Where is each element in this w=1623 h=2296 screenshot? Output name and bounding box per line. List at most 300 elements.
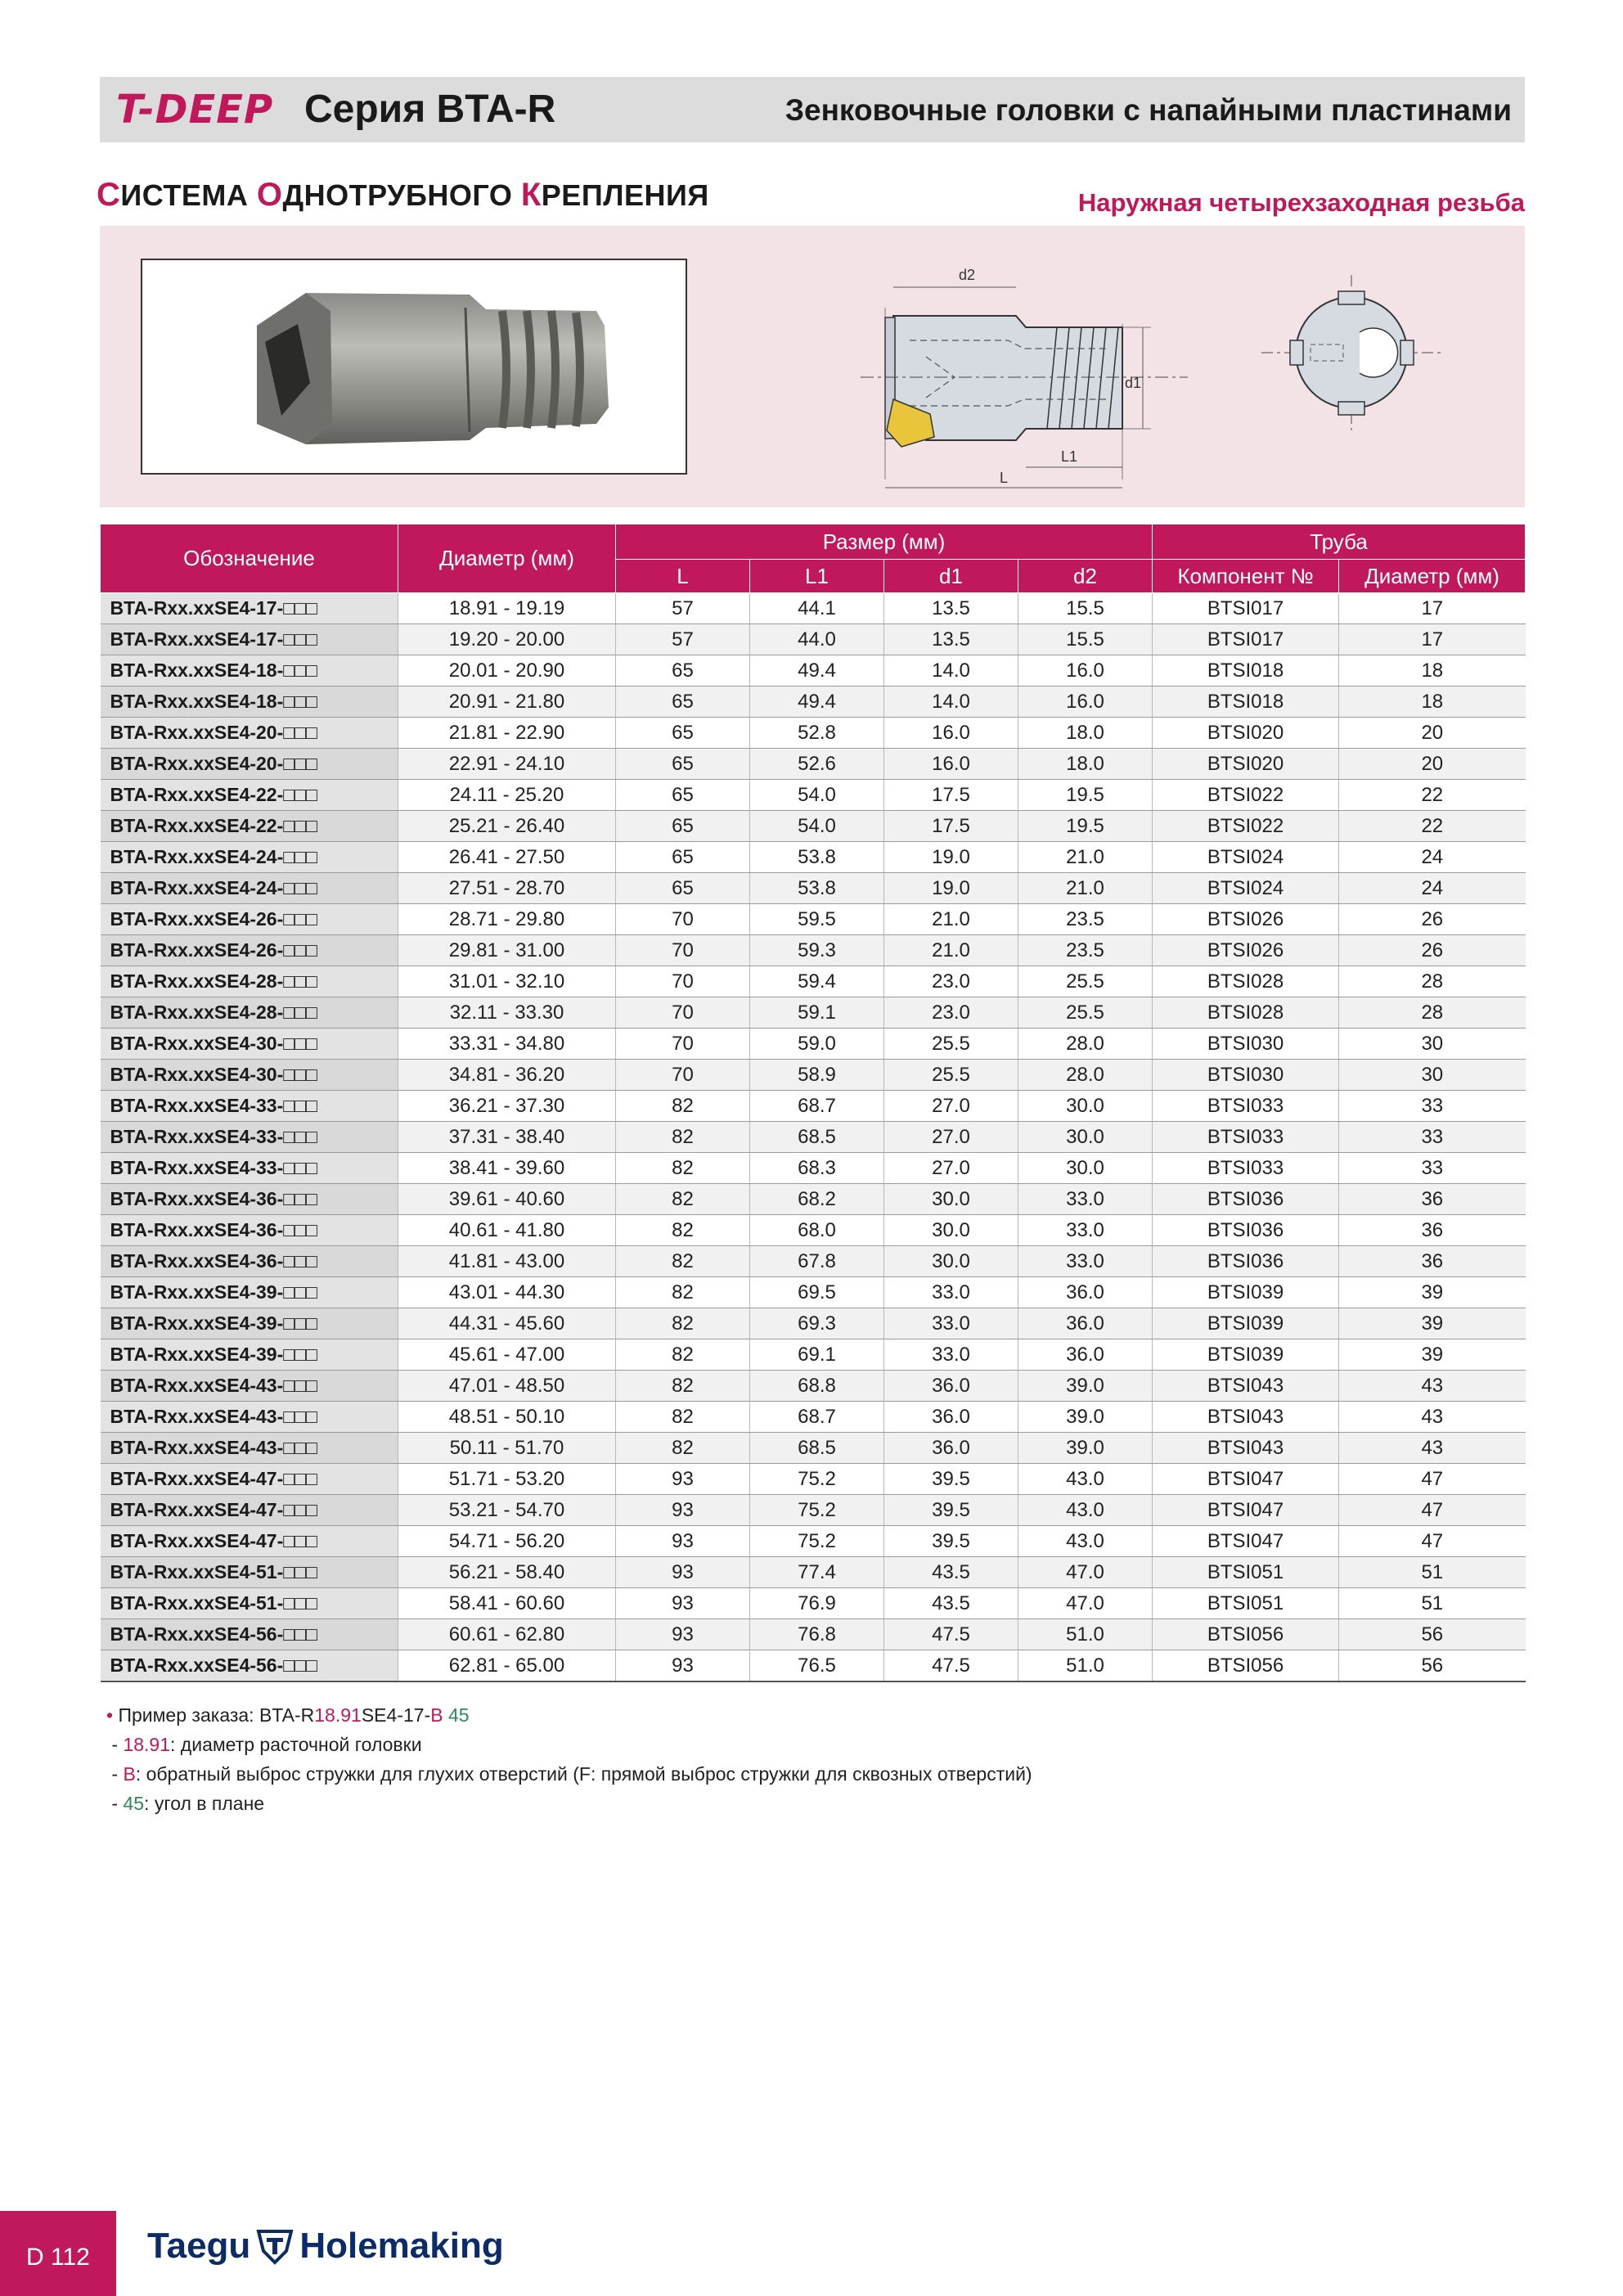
cell-L1: 44.0 — [750, 624, 884, 655]
cell-comp: BTSI056 — [1153, 1650, 1339, 1682]
cell-code: BTA-Rxx.xxSE4-22-□□□ — [101, 780, 398, 811]
cell-tube: 18 — [1339, 655, 1526, 687]
cell-diam: 28.71 - 29.80 — [398, 904, 616, 935]
cell-L1: 77.4 — [750, 1557, 884, 1588]
cell-code: BTA-Rxx.xxSE4-26-□□□ — [101, 904, 398, 935]
cell-L: 65 — [616, 842, 750, 873]
cell-L1: 67.8 — [750, 1246, 884, 1277]
cell-L1: 54.0 — [750, 780, 884, 811]
label-d1: d1 — [1125, 375, 1142, 391]
cell-d1: 23.0 — [884, 966, 1018, 997]
cell-L1: 53.8 — [750, 873, 884, 904]
cell-diam: 21.81 - 22.90 — [398, 718, 616, 749]
cell-d2: 16.0 — [1018, 655, 1153, 687]
cell-comp: BTSI047 — [1153, 1464, 1339, 1495]
cell-L: 65 — [616, 780, 750, 811]
side-view-drawing — [812, 242, 1237, 496]
cell-L1: 54.0 — [750, 811, 884, 842]
cell-comp: BTSI056 — [1153, 1619, 1339, 1650]
cell-diam: 45.61 - 47.00 — [398, 1339, 616, 1371]
cell-L: 70 — [616, 1029, 750, 1060]
cell-d2: 25.5 — [1018, 966, 1153, 997]
cell-code: BTA-Rxx.xxSE4-24-□□□ — [101, 873, 398, 904]
cell-L1: 75.2 — [750, 1495, 884, 1526]
cell-comp: BTSI047 — [1153, 1495, 1339, 1526]
page-header — [100, 77, 1525, 142]
cell-L1: 68.5 — [750, 1433, 884, 1464]
cell-d1: 16.0 — [884, 718, 1018, 749]
cell-diam: 56.21 - 58.40 — [398, 1557, 616, 1588]
cell-L1: 44.1 — [750, 593, 884, 624]
company-logo — [147, 2226, 504, 2267]
cell-d1: 14.0 — [884, 655, 1018, 687]
cell-code: BTA-Rxx.xxSE4-47-□□□ — [101, 1464, 398, 1495]
cell-d1: 33.0 — [884, 1339, 1018, 1371]
cell-L1: 49.4 — [750, 655, 884, 687]
cell-tube: 26 — [1339, 935, 1526, 966]
cell-code: BTA-Rxx.xxSE4-43-□□□ — [101, 1433, 398, 1464]
cell-L1: 52.6 — [750, 749, 884, 780]
cell-diam: 19.20 - 20.00 — [398, 624, 616, 655]
cell-code: BTA-Rxx.xxSE4-26-□□□ — [101, 935, 398, 966]
note-line — [106, 1730, 1032, 1759]
cell-d1: 27.0 — [884, 1122, 1018, 1153]
table-row — [101, 1122, 1526, 1153]
cell-d2: 39.0 — [1018, 1433, 1153, 1464]
cell-L1: 69.1 — [750, 1339, 884, 1371]
figure-panel — [100, 226, 1525, 507]
table-row — [101, 1402, 1526, 1433]
cell-L1: 69.3 — [750, 1308, 884, 1339]
cell-comp: BTSI018 — [1153, 687, 1339, 718]
order-example — [106, 1700, 1032, 1730]
cell-code: BTA-Rxx.xxSE4-47-□□□ — [101, 1526, 398, 1557]
cell-L1: 59.5 — [750, 904, 884, 935]
cell-comp: BTSI039 — [1153, 1339, 1339, 1371]
cell-d2: 33.0 — [1018, 1184, 1153, 1215]
cell-tube: 24 — [1339, 873, 1526, 904]
cell-d1: 39.5 — [884, 1464, 1018, 1495]
cell-code: BTA-Rxx.xxSE4-18-□□□ — [101, 655, 398, 687]
cell-tube: 39 — [1339, 1339, 1526, 1371]
table-row — [101, 687, 1526, 718]
cell-code: BTA-Rxx.xxSE4-22-□□□ — [101, 811, 398, 842]
cell-tube: 36 — [1339, 1184, 1526, 1215]
cell-comp: BTSI047 — [1153, 1526, 1339, 1557]
label-d2: d2 — [959, 267, 976, 283]
cell-code: BTA-Rxx.xxSE4-28-□□□ — [101, 997, 398, 1029]
cell-tube: 36 — [1339, 1215, 1526, 1246]
cell-code: BTA-Rxx.xxSE4-33-□□□ — [101, 1153, 398, 1184]
cell-d1: 27.0 — [884, 1153, 1018, 1184]
note-text: : угол в плане — [144, 1793, 265, 1814]
cell-d2: 33.0 — [1018, 1215, 1153, 1246]
table-row — [101, 1029, 1526, 1060]
cell-L1: 75.2 — [750, 1464, 884, 1495]
cell-L: 65 — [616, 687, 750, 718]
cell-d2: 21.0 — [1018, 873, 1153, 904]
cell-L: 82 — [616, 1433, 750, 1464]
cell-tube: 20 — [1339, 749, 1526, 780]
cell-L: 65 — [616, 749, 750, 780]
cell-diam: 34.81 - 36.20 — [398, 1060, 616, 1091]
cell-L: 82 — [616, 1091, 750, 1122]
cell-comp: BTSI043 — [1153, 1402, 1339, 1433]
cell-code: BTA-Rxx.xxSE4-39-□□□ — [101, 1277, 398, 1308]
section-title-part: ДНОТРУБНОГО — [282, 178, 521, 212]
cell-d1: 33.0 — [884, 1308, 1018, 1339]
section-title-cap: К — [520, 177, 542, 213]
cell-d2: 36.0 — [1018, 1308, 1153, 1339]
cell-d2: 23.5 — [1018, 904, 1153, 935]
cell-diam: 48.51 - 50.10 — [398, 1402, 616, 1433]
cell-diam: 53.21 - 54.70 — [398, 1495, 616, 1526]
col-tube-diameter: Диаметр (мм) — [1339, 560, 1526, 593]
cell-code: BTA-Rxx.xxSE4-20-□□□ — [101, 749, 398, 780]
cell-diam: 27.51 - 28.70 — [398, 873, 616, 904]
cell-tube: 33 — [1339, 1122, 1526, 1153]
cell-L: 82 — [616, 1215, 750, 1246]
cell-comp: BTSI026 — [1153, 904, 1339, 935]
table-row — [101, 1215, 1526, 1246]
cell-tube: 39 — [1339, 1308, 1526, 1339]
cell-tube: 36 — [1339, 1246, 1526, 1277]
cell-code: BTA-Rxx.xxSE4-17-□□□ — [101, 624, 398, 655]
note-dash: - — [111, 1734, 124, 1755]
cell-code: BTA-Rxx.xxSE4-51-□□□ — [101, 1588, 398, 1619]
cell-d1: 30.0 — [884, 1246, 1018, 1277]
cell-d1: 13.5 — [884, 593, 1018, 624]
cell-L1: 59.3 — [750, 935, 884, 966]
cell-L: 57 — [616, 593, 750, 624]
cell-diam: 31.01 - 32.10 — [398, 966, 616, 997]
section-subtitle: Наружная четырехзаходная резьба — [1077, 188, 1525, 217]
table-row — [101, 780, 1526, 811]
cell-d2: 25.5 — [1018, 997, 1153, 1029]
cell-d1: 14.0 — [884, 687, 1018, 718]
cell-L1: 68.7 — [750, 1091, 884, 1122]
cell-L1: 68.8 — [750, 1371, 884, 1402]
section-title-part: РЕПЛЕНИЯ — [541, 178, 709, 212]
cell-d2: 28.0 — [1018, 1029, 1153, 1060]
cell-L: 82 — [616, 1277, 750, 1308]
cell-diam: 32.11 - 33.30 — [398, 997, 616, 1029]
cell-code: BTA-Rxx.xxSE4-36-□□□ — [101, 1246, 398, 1277]
example-mid: SE4-17- — [361, 1704, 431, 1726]
cell-L: 70 — [616, 935, 750, 966]
cell-d1: 39.5 — [884, 1526, 1018, 1557]
cell-comp: BTSI036 — [1153, 1184, 1339, 1215]
cell-code: BTA-Rxx.xxSE4-28-□□□ — [101, 966, 398, 997]
cell-comp: BTSI028 — [1153, 966, 1339, 997]
cell-code: BTA-Rxx.xxSE4-24-□□□ — [101, 842, 398, 873]
cell-L: 93 — [616, 1464, 750, 1495]
note-dash: - — [111, 1763, 124, 1785]
table-row — [101, 1526, 1526, 1557]
table-row — [101, 1495, 1526, 1526]
cell-tube: 33 — [1339, 1153, 1526, 1184]
example-chip: B — [430, 1704, 443, 1726]
cell-d1: 47.5 — [884, 1619, 1018, 1650]
cell-tube: 30 — [1339, 1060, 1526, 1091]
cell-code: BTA-Rxx.xxSE4-56-□□□ — [101, 1650, 398, 1682]
cell-d1: 13.5 — [884, 624, 1018, 655]
cell-L1: 76.9 — [750, 1588, 884, 1619]
cell-comp: BTSI036 — [1153, 1246, 1339, 1277]
table-row — [101, 718, 1526, 749]
cell-tube: 18 — [1339, 687, 1526, 718]
cell-d1: 16.0 — [884, 749, 1018, 780]
cell-comp: BTSI020 — [1153, 749, 1339, 780]
cell-L1: 68.5 — [750, 1122, 884, 1153]
page-title: Зенковочные головки с напайными пластинами — [785, 93, 1512, 127]
cell-L1: 68.2 — [750, 1184, 884, 1215]
cell-diam: 60.61 - 62.80 — [398, 1619, 616, 1650]
cell-d1: 23.0 — [884, 997, 1018, 1029]
cell-d2: 19.5 — [1018, 780, 1153, 811]
cell-code: BTA-Rxx.xxSE4-18-□□□ — [101, 687, 398, 718]
cell-comp: BTSI033 — [1153, 1153, 1339, 1184]
cell-d1: 21.0 — [884, 904, 1018, 935]
cell-d2: 15.5 — [1018, 593, 1153, 624]
col-L: L — [616, 560, 750, 593]
section-title-cap: С — [97, 177, 121, 213]
cell-L1: 59.1 — [750, 997, 884, 1029]
cell-d2: 51.0 — [1018, 1619, 1153, 1650]
cell-d2: 39.0 — [1018, 1402, 1153, 1433]
cell-d1: 47.5 — [884, 1650, 1018, 1682]
cell-L: 65 — [616, 811, 750, 842]
table-row — [101, 1153, 1526, 1184]
example-angle: 45 — [447, 1704, 470, 1726]
col-d1: d1 — [884, 560, 1018, 593]
table-row — [101, 1433, 1526, 1464]
cell-L: 82 — [616, 1153, 750, 1184]
table-row — [101, 1650, 1526, 1682]
cell-d1: 17.5 — [884, 811, 1018, 842]
cell-diam: 38.41 - 39.60 — [398, 1153, 616, 1184]
cell-d2: 21.0 — [1018, 842, 1153, 873]
cell-diam: 24.11 - 25.20 — [398, 780, 616, 811]
cell-diam: 43.01 - 44.30 — [398, 1277, 616, 1308]
table-row — [101, 1246, 1526, 1277]
table-row — [101, 1308, 1526, 1339]
cell-diam: 41.81 - 43.00 — [398, 1246, 616, 1277]
cell-L1: 59.4 — [750, 966, 884, 997]
cell-L: 70 — [616, 1060, 750, 1091]
cell-code: BTA-Rxx.xxSE4-36-□□□ — [101, 1184, 398, 1215]
cell-diam: 39.61 - 40.60 — [398, 1184, 616, 1215]
brand-logo — [116, 87, 273, 133]
cell-L: 93 — [616, 1588, 750, 1619]
cell-d1: 19.0 — [884, 873, 1018, 904]
order-notes — [106, 1700, 1032, 1818]
cell-d2: 43.0 — [1018, 1495, 1153, 1526]
cell-code: BTA-Rxx.xxSE4-36-□□□ — [101, 1215, 398, 1246]
page-number: D 112 — [26, 2244, 90, 2271]
cell-diam: 44.31 - 45.60 — [398, 1308, 616, 1339]
col-group-tube: Труба — [1153, 524, 1526, 560]
table-row — [101, 1184, 1526, 1215]
cell-tube: 51 — [1339, 1588, 1526, 1619]
cell-comp: BTSI028 — [1153, 997, 1339, 1029]
cell-diam: 20.91 - 21.80 — [398, 687, 616, 718]
cell-tube: 28 — [1339, 966, 1526, 997]
cell-d1: 17.5 — [884, 780, 1018, 811]
col-group-size: Размер (мм) — [616, 524, 1153, 560]
cell-tube: 43 — [1339, 1402, 1526, 1433]
cell-d1: 36.0 — [884, 1433, 1018, 1464]
cell-L1: 76.8 — [750, 1619, 884, 1650]
table-row — [101, 1619, 1526, 1650]
cell-d1: 43.5 — [884, 1588, 1018, 1619]
cell-d1: 19.0 — [884, 842, 1018, 873]
cell-L1: 68.0 — [750, 1215, 884, 1246]
brand-logo-text: T-DEEP — [116, 87, 274, 133]
cell-diam: 54.71 - 56.20 — [398, 1526, 616, 1557]
col-component: Компонент № — [1153, 560, 1339, 593]
note-line — [106, 1759, 1032, 1789]
cell-code: BTA-Rxx.xxSE4-30-□□□ — [101, 1060, 398, 1091]
cell-d2: 18.0 — [1018, 749, 1153, 780]
product-photo — [141, 259, 687, 475]
cell-comp: BTSI018 — [1153, 655, 1339, 687]
label-L1: L1 — [1061, 448, 1078, 465]
cell-tube: 30 — [1339, 1029, 1526, 1060]
cell-comp: BTSI022 — [1153, 780, 1339, 811]
cell-diam: 26.41 - 27.50 — [398, 842, 616, 873]
cell-diam: 18.91 - 19.19 — [398, 593, 616, 624]
cell-tube: 39 — [1339, 1277, 1526, 1308]
table-row — [101, 1464, 1526, 1495]
cell-L: 82 — [616, 1371, 750, 1402]
cell-d1: 27.0 — [884, 1091, 1018, 1122]
cell-d2: 18.0 — [1018, 718, 1153, 749]
cell-tube: 22 — [1339, 780, 1526, 811]
col-designation: Обозначение — [101, 524, 398, 593]
table-row — [101, 873, 1526, 904]
cell-diam: 33.31 - 34.80 — [398, 1029, 616, 1060]
note-value: B — [123, 1763, 136, 1785]
cell-L: 82 — [616, 1246, 750, 1277]
cell-code: BTA-Rxx.xxSE4-47-□□□ — [101, 1495, 398, 1526]
cell-L: 82 — [616, 1339, 750, 1371]
cell-d2: 33.0 — [1018, 1246, 1153, 1277]
cell-L1: 76.5 — [750, 1650, 884, 1682]
cell-comp: BTSI036 — [1153, 1215, 1339, 1246]
cell-comp: BTSI022 — [1153, 811, 1339, 842]
cell-L: 82 — [616, 1184, 750, 1215]
cell-L1: 53.8 — [750, 842, 884, 873]
cell-comp: BTSI017 — [1153, 624, 1339, 655]
cell-code: BTA-Rxx.xxSE4-39-□□□ — [101, 1308, 398, 1339]
cell-comp: BTSI051 — [1153, 1588, 1339, 1619]
note-text: : обратный выброс стружки для глухих отверстий (F: прямой выброс стружки для сквозных отверстий) — [135, 1763, 1032, 1785]
cell-tube: 20 — [1339, 718, 1526, 749]
cell-L: 93 — [616, 1526, 750, 1557]
table-row — [101, 655, 1526, 687]
cell-tube: 22 — [1339, 811, 1526, 842]
cell-L: 65 — [616, 718, 750, 749]
cell-d2: 36.0 — [1018, 1339, 1153, 1371]
cell-diam: 29.81 - 31.00 — [398, 935, 616, 966]
cell-L1: 68.7 — [750, 1402, 884, 1433]
cell-comp: BTSI039 — [1153, 1277, 1339, 1308]
table-row — [101, 966, 1526, 997]
end-view-drawing — [1253, 267, 1450, 439]
cell-d1: 25.5 — [884, 1060, 1018, 1091]
cell-diam: 22.91 - 24.10 — [398, 749, 616, 780]
table-row — [101, 1557, 1526, 1588]
table-row — [101, 1277, 1526, 1308]
cell-comp: BTSI033 — [1153, 1122, 1339, 1153]
cell-diam: 37.31 - 38.40 — [398, 1122, 616, 1153]
cell-d1: 21.0 — [884, 935, 1018, 966]
cell-L: 93 — [616, 1557, 750, 1588]
cell-tube: 56 — [1339, 1619, 1526, 1650]
cell-diam: 40.61 - 41.80 — [398, 1215, 616, 1246]
cell-comp: BTSI039 — [1153, 1308, 1339, 1339]
cell-diam: 51.71 - 53.20 — [398, 1464, 616, 1495]
cell-d2: 39.0 — [1018, 1371, 1153, 1402]
cell-L1: 49.4 — [750, 687, 884, 718]
drill-head-illustration — [142, 260, 686, 473]
cell-L: 82 — [616, 1122, 750, 1153]
cell-code: BTA-Rxx.xxSE4-39-□□□ — [101, 1339, 398, 1371]
table-row — [101, 997, 1526, 1029]
cell-code: BTA-Rxx.xxSE4-51-□□□ — [101, 1557, 398, 1588]
cell-d1: 25.5 — [884, 1029, 1018, 1060]
cell-d2: 47.0 — [1018, 1588, 1153, 1619]
table-row — [101, 624, 1526, 655]
example-diameter: 18.91 — [314, 1704, 362, 1726]
cell-code: BTA-Rxx.xxSE4-43-□□□ — [101, 1371, 398, 1402]
table-row — [101, 904, 1526, 935]
cell-tube: 43 — [1339, 1433, 1526, 1464]
cell-diam: 20.01 - 20.90 — [398, 655, 616, 687]
cell-comp: BTSI043 — [1153, 1433, 1339, 1464]
cell-tube: 51 — [1339, 1557, 1526, 1588]
cell-L: 65 — [616, 873, 750, 904]
bullet: • — [106, 1704, 114, 1726]
note-line — [106, 1789, 1032, 1818]
cell-d2: 43.0 — [1018, 1526, 1153, 1557]
cell-L1: 59.0 — [750, 1029, 884, 1060]
cell-d1: 43.5 — [884, 1557, 1018, 1588]
cell-code: BTA-Rxx.xxSE4-30-□□□ — [101, 1029, 398, 1060]
logo-text-right: Holemaking — [299, 2226, 504, 2266]
cell-d2: 30.0 — [1018, 1091, 1153, 1122]
cell-d2: 23.5 — [1018, 935, 1153, 966]
table-row — [101, 1588, 1526, 1619]
cell-diam: 36.21 - 37.30 — [398, 1091, 616, 1122]
cell-L: 93 — [616, 1650, 750, 1682]
cell-comp: BTSI033 — [1153, 1091, 1339, 1122]
cell-code: BTA-Rxx.xxSE4-33-□□□ — [101, 1091, 398, 1122]
cell-tube: 47 — [1339, 1526, 1526, 1557]
cell-d1: 36.0 — [884, 1402, 1018, 1433]
series-title: Серия BTA-R — [304, 88, 556, 131]
cell-d2: 16.0 — [1018, 687, 1153, 718]
note-value: 18.91 — [123, 1734, 171, 1755]
cell-d2: 47.0 — [1018, 1557, 1153, 1588]
cell-comp: BTSI030 — [1153, 1060, 1339, 1091]
cell-tube: 43 — [1339, 1371, 1526, 1402]
col-diameter: Диаметр (мм) — [398, 524, 616, 593]
cell-comp: BTSI051 — [1153, 1557, 1339, 1588]
table-row — [101, 935, 1526, 966]
cell-d1: 30.0 — [884, 1215, 1018, 1246]
